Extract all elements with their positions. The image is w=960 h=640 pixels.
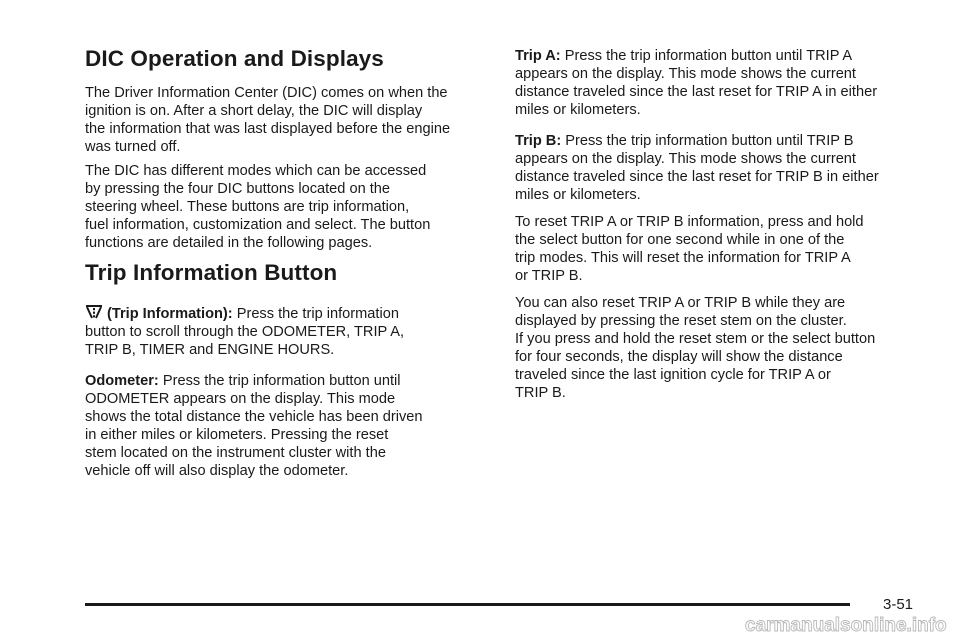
trip-b-term: Trip B:	[515, 133, 562, 149]
trip-a-paragraph	[515, 47, 930, 119]
trip-a-term: Trip A:	[515, 48, 561, 64]
trip-info-paragraph	[85, 305, 495, 359]
trip-b-text: Press the trip information button until TRIP B appears on the display. This mode shows the current distance traveled since the last reset for TRIP B in either miles or kilometers.	[515, 133, 879, 204]
odometer-term: Odometer:	[85, 373, 159, 389]
watermark-text: carmanualsonline.info	[745, 615, 947, 636]
trip-info-term: (Trip Information):	[107, 306, 233, 322]
modes-paragraph: The DIC has different modes which can be accessed by pressing the four DIC buttons located on the steering wheel. These buttons are trip information, fuel information, customization and select. The button functions are detailed in the following pages.	[85, 163, 431, 252]
reset-stem-paragraph: You can also reset TRIP A or TRIP B while they are displayed by pressing the reset stem on the cluster. If you press and hold the reset stem or the select button for four seconds, the display will show the distance traveled since the last ignition cycle for TRIP A or TRIP B.	[515, 295, 876, 402]
trip-b-paragraph	[515, 132, 930, 204]
watermark-logo	[744, 614, 952, 636]
trip-information-icon	[85, 305, 103, 319]
odometer-text: Press the trip information button until ODOMETER appears on the display. This mode shows the total distance the vehicle has been driven in either miles or kilometers. Pressing the reset stem located on the instrument cluster with the vehicle off will also display the odometer.	[85, 373, 423, 480]
section-heading-dic-operation: DIC Operation and Displays	[85, 46, 384, 71]
page-number: 3-51	[883, 596, 914, 613]
trip-a-text: Press the trip information button until TRIP A appears on the display. This mode shows the current distance traveled since the last reset for TRIP A in either miles or kilometers.	[515, 48, 878, 119]
footer-rule	[85, 603, 850, 606]
section-heading-trip-information-button: Trip Information Button	[85, 260, 338, 285]
intro-paragraph: The Driver Information Center (DIC) comes on when the ignition is on. After a short delay, the DIC will display the information that was last displayed before the engine was turned off.	[85, 85, 451, 156]
odometer-paragraph	[85, 372, 495, 481]
trip-info-text: Press the trip information button to scroll through the ODOMETER, TRIP A, TRIP B, TIMER and ENGINE HOURS.	[85, 306, 405, 359]
reset-paragraph: To reset TRIP A or TRIP B information, press and hold the select button for one second while in one of the trip modes. This will reset the information for TRIP A or TRIP B.	[515, 214, 864, 285]
